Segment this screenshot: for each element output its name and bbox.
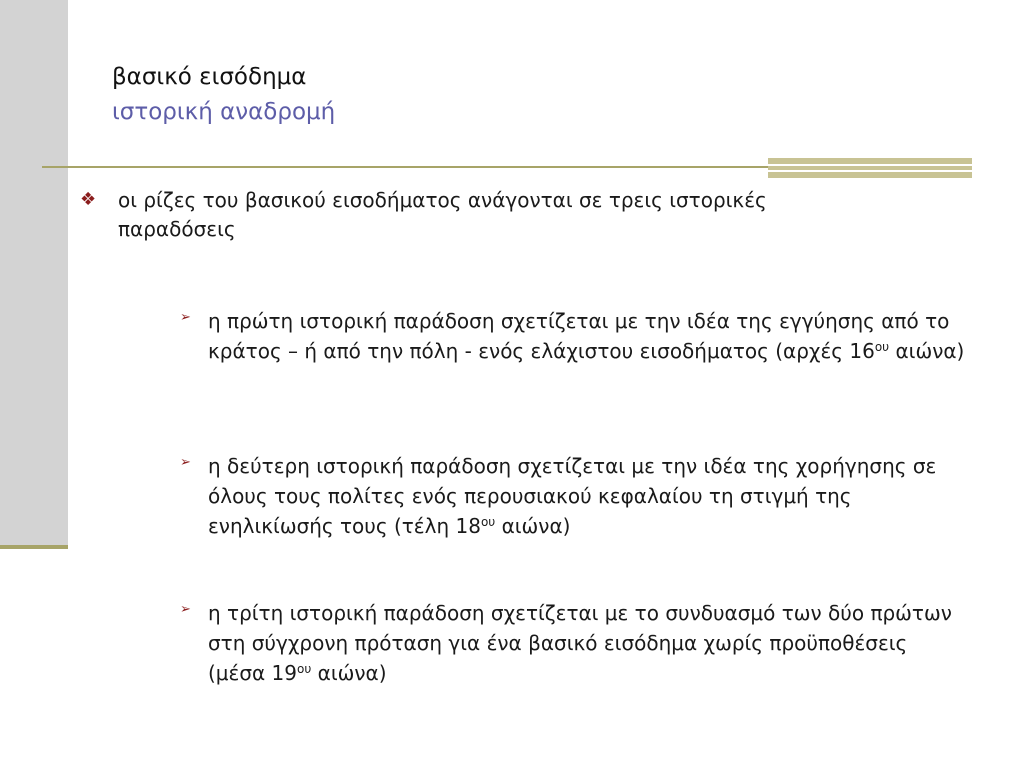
- main-bullet-text: οι ρίζες του βασικού εισοδήματος ανάγονται σε τρεις ιστορικές παραδόσεις: [118, 188, 767, 241]
- diamond-bullet-icon: ❖: [80, 189, 97, 210]
- slide-subtitle: ιστορική αναδρομή: [112, 99, 336, 125]
- arrow-bullet-icon: ➢: [180, 455, 191, 470]
- list-item-text: η πρώτη ιστορική παράδοση σχετίζεται με την ιδέα της εγγύησης από το κράτος – ή από την πόλη - ενός ελάχιστου εισοδήματος (αρχές $16^{o\upsilon}$ αιώνα): [208, 309, 965, 363]
- arrow-bullet-icon: ➢: [180, 602, 191, 617]
- list-item-text: η τρίτη ιστορική παράδοση σχετίζεται με το συνδυασμό των δύο πρώτων στη σύγχρονη πρόταση για ένα βασικό εισόδημα χωρίς προϋποθέσεις (μέσα $19^{o\upsilon}$ αιώνα): [208, 601, 952, 685]
- list-item-text: η δεύτερη ιστορική παράδοση σχετίζεται με την ιδέα της χορήγησης σε όλους τους πολίτες ενός περουσιακού κεφαλαίου τη στιγμή της ενηλικίωσής τους (τέλη $18^{o\upsilon}$ αιώνα): [208, 454, 937, 538]
- arrow-bullet-icon: ➢: [180, 310, 191, 325]
- title-divider-accent: [768, 158, 972, 178]
- slide-title: βασικό εισόδημα: [112, 64, 307, 90]
- left-decorative-bar: [0, 0, 68, 547]
- left-bar-accent: [0, 545, 68, 549]
